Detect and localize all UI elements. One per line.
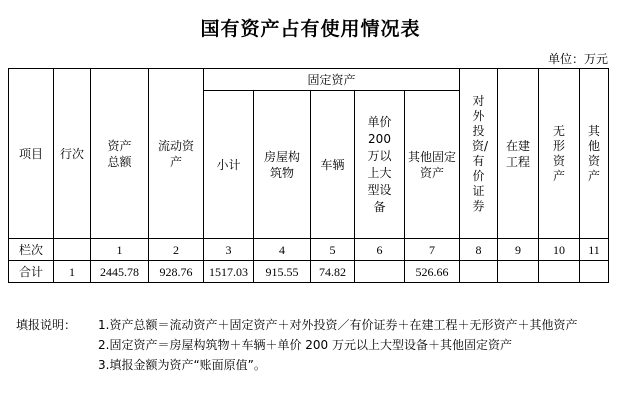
total-cell [498, 261, 539, 283]
header-other-assets: 其他资产 [580, 69, 609, 239]
note-item: 3.填报金额为资产“账面原值”。 [98, 358, 266, 372]
unit-label: 单位：万元 [547, 52, 608, 66]
header-current-assets: 流动资产 [149, 69, 204, 239]
total-row [9, 261, 609, 283]
column-index-cell: 3 [204, 239, 254, 261]
total-cell: 1 [54, 261, 91, 283]
column-index-cell: 7 [405, 239, 460, 261]
header-vehicles: 车辆 [311, 91, 355, 239]
note-item: 1.资产总额＝流动资产＋固定资产＋对外投资／有价证券＋在建工程＋无形资产＋其他资产 [98, 318, 578, 332]
total-cell: 2445.78 [91, 261, 149, 283]
header-large-equipment: 单价200万以上大型设备 [355, 91, 405, 239]
total-cell [580, 261, 609, 283]
header-intangible: 无形资产 [539, 69, 580, 239]
column-index-cell [54, 239, 91, 261]
total-cell: 928.76 [149, 261, 204, 283]
column-index-row [9, 239, 609, 261]
header-subtotal: 小计 [204, 91, 254, 239]
note-item: 2.固定资产＝房屋构筑物＋车辆＋单价 200 万元以上大型设备＋其他固定资产 [98, 338, 512, 352]
header-buildings: 房屋构筑物 [254, 91, 311, 239]
total-cell: 1517.03 [204, 261, 254, 283]
header-construction: 在建工程 [498, 69, 539, 239]
column-index-cell: 1 [91, 239, 149, 261]
header-investments: 对外投资/有价证券 [460, 69, 498, 239]
header-total-assets: 资产总额 [91, 69, 149, 239]
total-cell: 74.82 [311, 261, 355, 283]
asset-table [8, 68, 609, 283]
column-index-cell: 6 [355, 239, 405, 261]
column-index-cell: 11 [580, 239, 609, 261]
total-label: 合计 [9, 261, 54, 283]
header-other-fixed: 其他固定资产 [405, 91, 460, 239]
column-index-cell: 2 [149, 239, 204, 261]
notes-label: 填报说明： [16, 318, 77, 332]
header-row-no: 行次 [54, 69, 91, 239]
total-cell [460, 261, 498, 283]
header-item: 项目 [9, 69, 54, 239]
column-index-cell: 4 [254, 239, 311, 261]
total-cell [539, 261, 580, 283]
total-cell: 526.66 [405, 261, 460, 283]
column-index-cell: 9 [498, 239, 539, 261]
column-index-cell: 5 [311, 239, 355, 261]
column-index-cell: 8 [460, 239, 498, 261]
header-fixed-assets: 固定资产 [204, 69, 460, 91]
column-index-label: 栏次 [9, 239, 54, 261]
page-title: 国有资产占有使用情况表 [200, 18, 421, 40]
total-cell: 915.55 [254, 261, 311, 283]
notes-list [98, 315, 618, 375]
column-index-cell: 10 [539, 239, 580, 261]
total-cell [355, 261, 405, 283]
